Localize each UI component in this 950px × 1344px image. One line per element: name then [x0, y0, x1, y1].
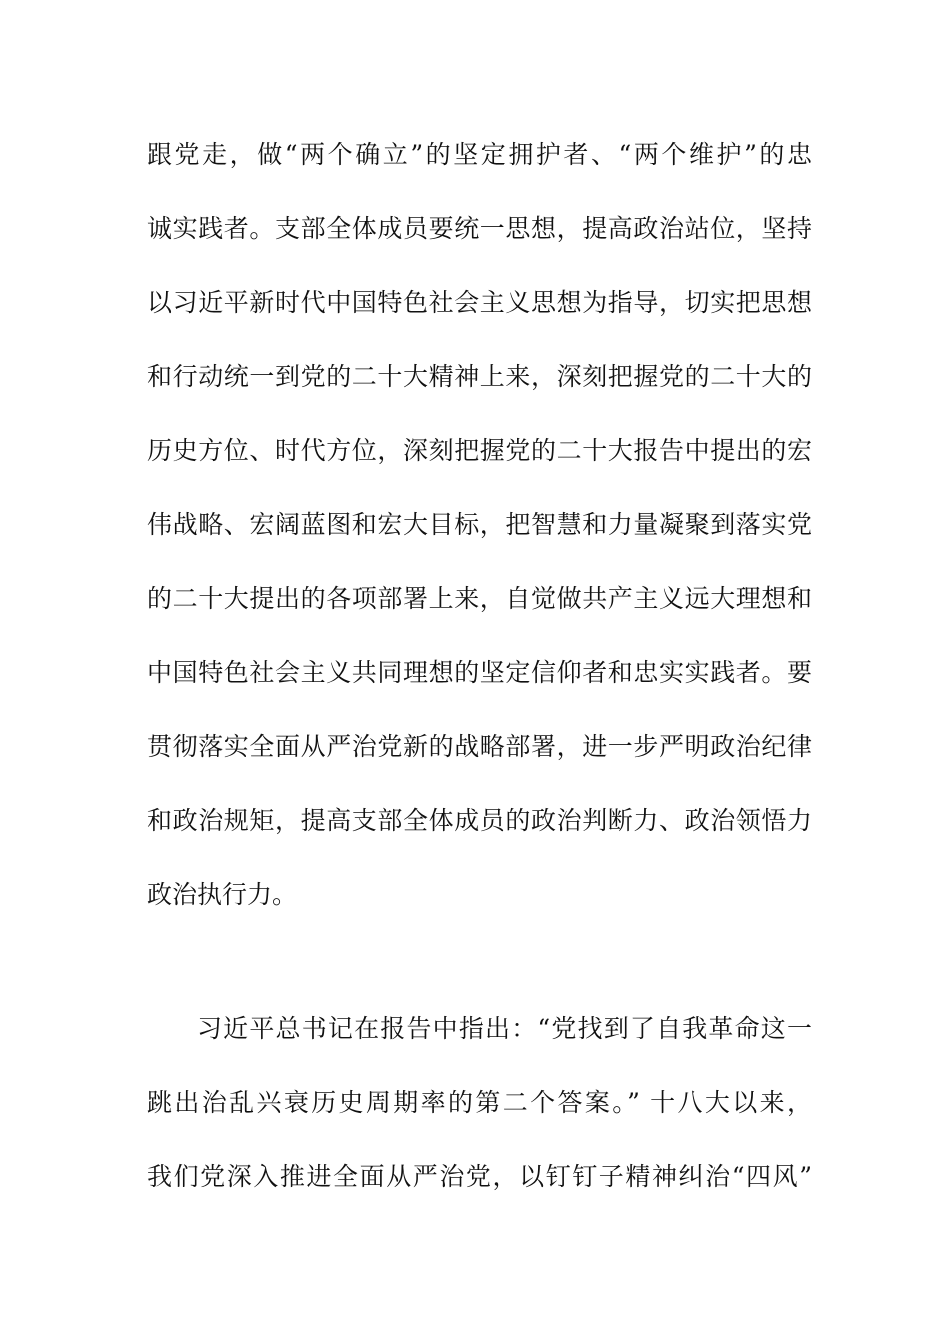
text-line: 我们党深入推进全面从严治党，以钉钉子精神纠治“四风” [147, 1162, 812, 1191]
text-line: 习近平总书记在报告中指出：“党找到了自我革命这一 [197, 1014, 812, 1043]
text-line: 诚实践者。支部全体成员要统一思想，提高政治站位，坚持 [147, 214, 812, 243]
text-line: 伟战略、宏阔蓝图和宏大目标，把智慧和力量凝聚到落实党 [147, 510, 812, 539]
text-line: 政治执行力。 [147, 880, 298, 909]
text-line: 和政治规矩，提高支部全体成员的政治判断力、政治领悟力 [147, 806, 812, 835]
text-line: 中国特色社会主义共同理想的坚定信仰者和忠实实践者。要 [147, 658, 812, 687]
text-line: 的二十大提出的各项部署上来，自觉做共产主义远大理想和 [147, 584, 812, 613]
text-line: 跳出治乱兴衰历史周期率的第二个答案。” 十八大以来， [147, 1088, 812, 1117]
text-line: 贯彻落实全面从严治党新的战略部署，进一步严明政治纪律 [147, 732, 812, 761]
text-line: 以习近平新时代中国特色社会主义思想为指导，切实把思想 [147, 288, 812, 317]
text-line: 和行动统一到党的二十大精神上来，深刻把握党的二十大的 [147, 362, 812, 391]
text-line: 历史方位、时代方位，深刻把握党的二十大报告中提出的宏 [147, 436, 812, 465]
text-line: 跟党走，做“两个确立”的坚定拥护者、“两个维护”的忠 [147, 140, 812, 169]
